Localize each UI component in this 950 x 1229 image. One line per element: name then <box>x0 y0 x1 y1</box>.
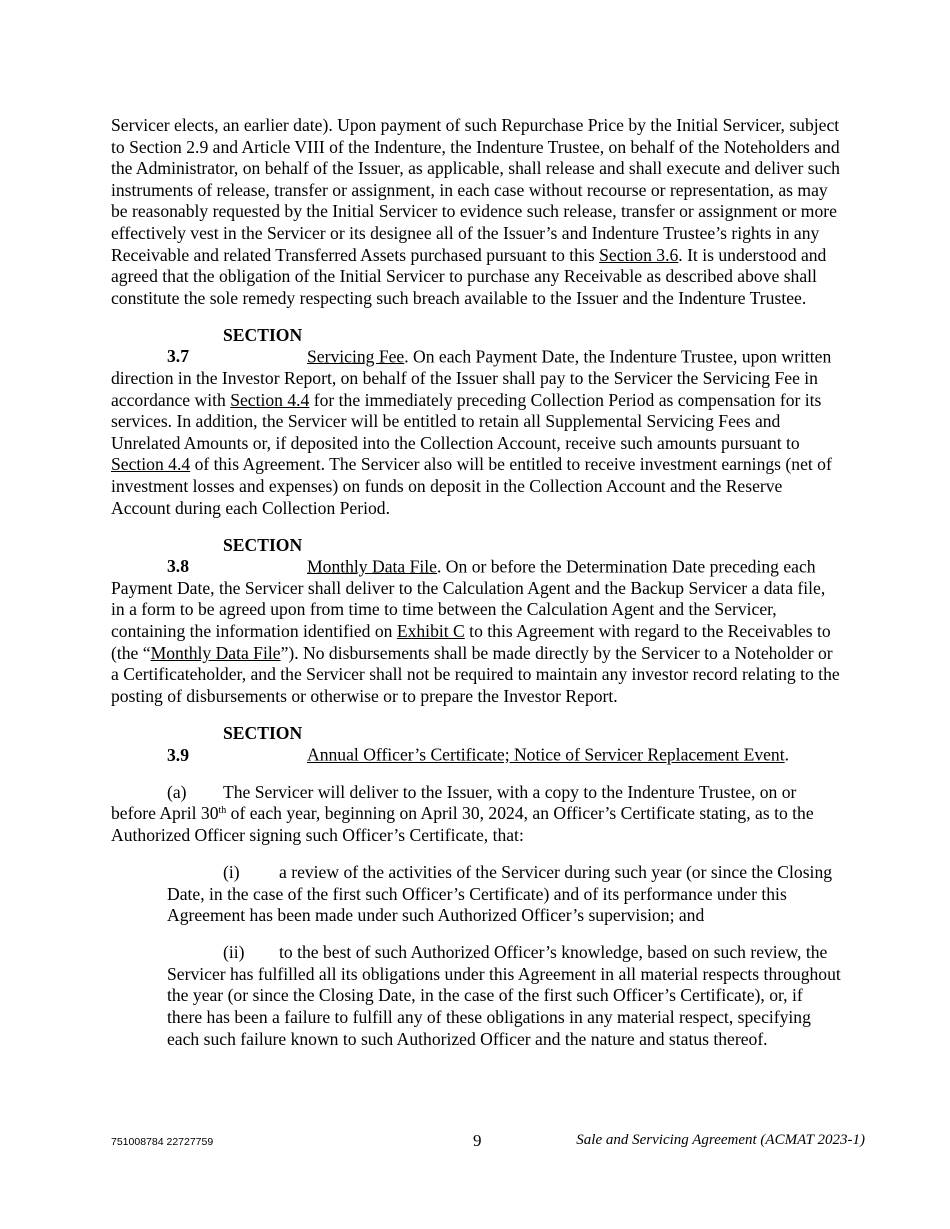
paragraph-repurchase-continuation <box>111 115 841 309</box>
document-body <box>111 115 841 1066</box>
paragraph-text: to this Agreement with regard to the Receivables to (the “ <box>111 621 831 663</box>
paragraph-text: ”). No disbursements shall be made directly by the Servicer to a Noteholder or a Certificateholder, and the Servicer shall not be required to maintain any investor record relating to the posting of disbursements or otherwise or to prepare the Investor Report. <box>111 642 840 706</box>
clause-a-paragraph <box>111 782 841 847</box>
clause-label: (i) <box>223 861 240 882</box>
clause-i-paragraph <box>167 862 841 927</box>
document-title: Sale and Servicing Agreement (ACMAT 2023-1) <box>576 1132 865 1148</box>
paragraph-text: a review of the activities of the Servicer during such year (or since the Closing Date, in the case of the first such Officer’s Certificate) and of its performance under this Agreement has been made under such Authorized Officer’s supervision; and <box>167 861 833 926</box>
section-number: SECTION 3.7 <box>167 324 303 367</box>
clause-ii-paragraph <box>167 942 841 1050</box>
paragraph-text: . On each Payment Date, the Indenture Trustee, upon written direction in the Investor Report, on behalf of the Issuer shall pay to the Servicer the Servicing Fee in accordance with <box>111 346 832 410</box>
clause-label: (a) <box>167 781 187 802</box>
paragraph-text: Servicer elects, an earlier date). Upon payment of such Repurchase Price by the Initial Servicer, subject to Section 2.9 and Article VIII of the Indenture, the Indenture Trustee, on behalf of the Noteholders and the Administrator, on behalf of the Issuer, as applicable, shall release and shall execute and deliver such instruments of release, transfer or assignment, in each case without recourse or representation, as may be reasonably requested by the Initial Servicer to evidence such release, transfer or assignment or more effectively vest in the Servicer or its designee all of the Issuer’s and Indenture Trustee’s rights in any Receivable and related Transferred Assets purchased pursuant to this <box>111 115 840 265</box>
section-number: SECTION 3.9 <box>167 722 303 765</box>
paragraph-text: to the best of such Authorized Officer’s knowledge, based on such review, the Servicer has fulfilled all its obligations under this Agreement in all material respects throughout the year (or since the Closing Date, in the case of the first such Officer’s Certificate), or, if there has been a failure to fulfill any of these obligations in any material respect, specifying each such failure known to such Authorized Officer and the nature and status thereof. <box>167 942 841 1049</box>
section-3-7-paragraph <box>111 325 841 519</box>
paragraph-text: . It is understood and agreed that the obligation of the Initial Servicer to purchase any Receivable as described above shall constitute the sole remedy respecting such breach available to the Issuer and the Indenture Trustee. <box>111 244 827 308</box>
paragraph-text: of each year, beginning on April 30, 2024, an Officer’s Certificate stating, as to the Authorized Officer signing such Officer’s Certificate, that: <box>111 803 814 845</box>
section-title: Annual Officer’s Certificate; Notice of Servicer Replacement Event <box>307 744 785 765</box>
defined-term: Monthly Data File <box>150 642 281 663</box>
clause-label: (ii) <box>223 942 245 963</box>
section-3-9-heading <box>111 723 841 766</box>
paragraph-text: of this Agreement. The Servicer also will be entitled to receive investment earnings (net of investment losses and expenses) on funds on deposit in the Collection Account and the Reserve Account during each Collection Period. <box>111 454 832 518</box>
page-number: 9 <box>473 1131 482 1150</box>
paragraph-text: for the immediately preceding Collection Period as compensation for its services. In addition, the Servicer will be entitled to retain all Supplemental Servicing Fees and Unrelated Amounts or, if deposited into the Collection Account, receive such amounts pursuant to <box>111 389 822 453</box>
document-id: 751008784 22727759 <box>111 1136 214 1148</box>
ordinal-superscript: th <box>218 805 227 817</box>
page-footer <box>111 1130 865 1150</box>
paragraph-text: . On or before the Determination Date preceding each Payment Date, the Servicer shall deliver to the Calculation Agent and the Backup Servicer a data file, in a form to be agreed upon from time to time between the Calculation Agent and the Servicer, containing the information identified on <box>111 556 826 642</box>
section-number: SECTION 3.8 <box>167 534 303 577</box>
section-reference: Section 3.6 <box>599 244 679 265</box>
section-reference: Section 4.4 <box>230 389 310 410</box>
paragraph-text: The Servicer will deliver to the Issuer, with a copy to the Indenture Trustee, on or before April 30 <box>111 781 797 824</box>
section-3-8-paragraph <box>111 535 841 708</box>
section-title: Monthly Data File <box>307 556 437 577</box>
section-reference: Section 4.4 <box>111 454 191 475</box>
section-title: Servicing Fee <box>307 346 405 367</box>
exhibit-reference: Exhibit C <box>396 621 465 642</box>
section-title-punctuation: . <box>784 744 790 765</box>
